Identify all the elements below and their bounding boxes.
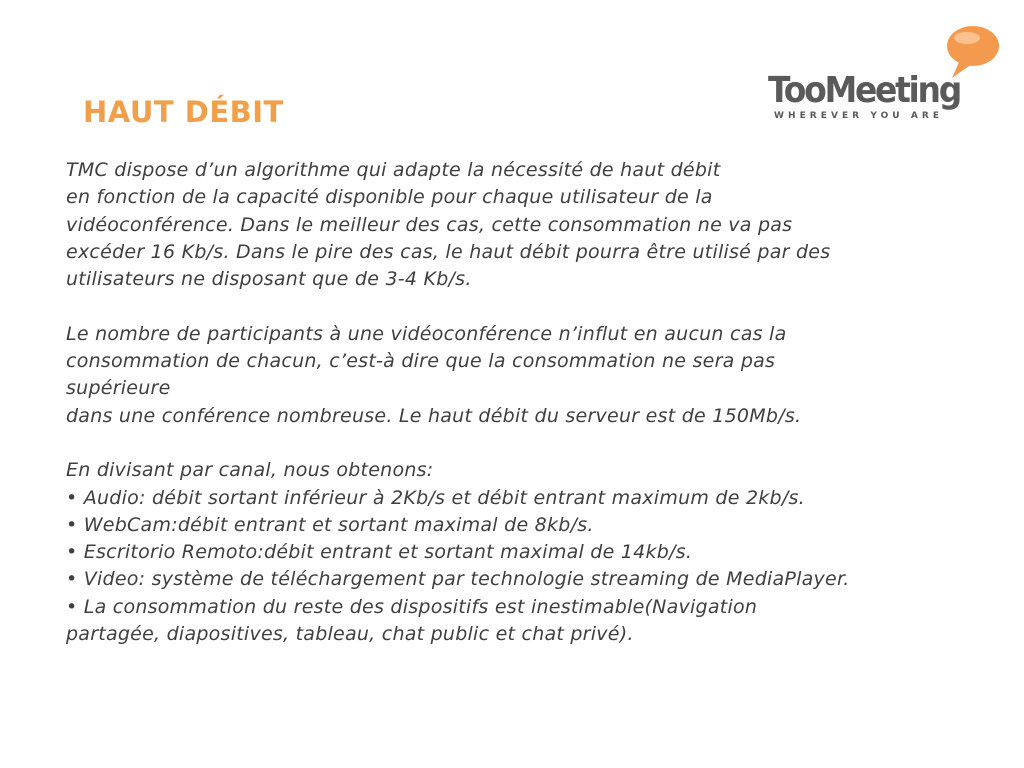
logo-wordmark: TooMeeting — [768, 70, 960, 111]
paragraph-spacer — [66, 293, 966, 320]
text-line: consommation de chacun, c’est-à dire que la consommation ne sera pas — [66, 350, 776, 373]
bullet-item-video: • Video: système de téléchargement par technologie streaming de MediaPlayer. — [66, 568, 850, 591]
bullet-item-audio: • Audio: débit sortant inférieur à 2Kb/s et débit entrant maximum de 2kb/s. — [66, 486, 805, 509]
paragraph-spacer — [66, 430, 966, 457]
text-line: dans une conférence nombreuse. Le haut débit du serveur est de 150Mb/s. — [66, 404, 802, 427]
toomeeting-logo — [766, 22, 1002, 122]
text-line: utilisateurs ne disposant que de 3-4 Kb/s. — [66, 268, 472, 291]
slide-title: HAUT DÉBIT — [83, 95, 284, 129]
text-line: Le nombre de participants à une vidéoconférence n’influt en aucun cas la — [66, 322, 787, 345]
text-line: partagée, diapositives, tableau, chat public et chat privé). — [66, 623, 634, 646]
bullet-item-remote-desktop: • Escritorio Remoto:débit entrant et sortant maximal de 14kb/s. — [66, 541, 693, 564]
text-line: En divisant par canal, nous obtenons: — [66, 459, 434, 482]
slide-body — [66, 157, 966, 648]
text-line: TMC dispose d’un algorithme qui adapte la nécessité de haut débit — [66, 159, 721, 181]
paragraph-channels — [66, 457, 966, 648]
text-line: supérieure — [66, 377, 171, 400]
bullet-item-other-devices: • La consommation du reste des dispositifs est inestimable(Navigation — [66, 595, 758, 618]
logo-tagline: WHEREVER YOU ARE — [774, 111, 942, 121]
text-line: en fonction de la capacité disponible pour chaque utilisateur de la — [66, 186, 713, 209]
bullet-item-webcam: • WebCam:débit entrant et sortant maximal de 8kb/s. — [66, 513, 594, 536]
paragraph-bandwidth-algorithm — [66, 157, 966, 293]
text-line: excéder 16 Kb/s. Dans le pire des cas, le haut débit pourra être utilisé par des — [66, 240, 831, 263]
text-line: vidéoconférence. Dans le meilleur des cas, cette consommation ne va pas — [66, 213, 793, 236]
paragraph-participants — [66, 321, 966, 430]
